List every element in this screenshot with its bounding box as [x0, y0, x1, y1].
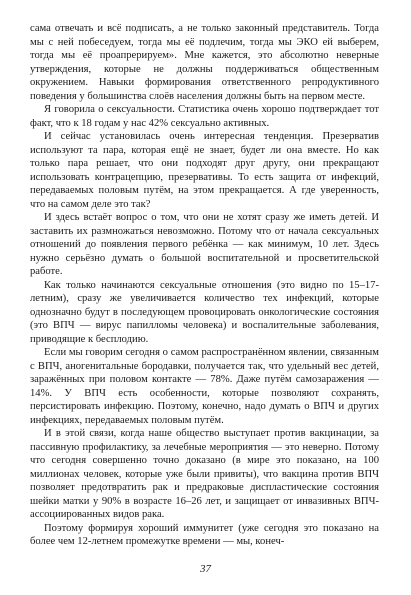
paragraph-vaccination: И в этой связи, когда наше общество выступает против вакцинации, за пассивную профилактику, за лечебные мероприятия — это неверно. Потому что сегодня совершенно точно доказано (в мире это показано, на 100 миллионах человек, которые уже были привиты), что вакцина против ВПЧ позволяет предотвратить рак и предраковые диспластические состояния шейки матки у 90% в возрасте 16–26 лет, и защищает от инвазивных ВПЧ-ассоциированных видов рака.: [30, 428, 379, 520]
paragraph-infections: Как только начинаются сексуальные отношения (это видно по 15–17-летним), сразу же увеличивается количество тех инфекций, которые однозначно будут в последующем провоцировать онкологические состояния (это ВПЧ — вирус папилломы человека) и воспалительные заболевания, приводящие к бесплодию.: [30, 279, 379, 345]
paragraph-trend: И сейчас установилась очень интересная тенденция. Презерватив используют та пара, которая ещё не знает, будет ли она вместе. Но как только пара решает, что они подходят друг другу, они прекращают использовать контрацепцию, презервативы. То есть защита от инфекций, передаваемых половым путём, на этом прекращается. А где уверенность, что на самом деле это так?: [30, 131, 379, 210]
page-number: 37: [200, 563, 211, 575]
paragraph-sexuality: Я говорила о сексуальности. Статистика очень хорошо подтверждает тот факт, что к 18 годам у нас 42% сексуально активных.: [30, 104, 379, 129]
body-text: [30, 22, 379, 549]
paragraph-continued: сама отвечать и всё подписать, а не только законный представитель. Тогда мы с ней побеседуем, тогда мы её подлечим, тогда мы ЭКО ей выберем, тогда мы её проапрерируем». Мне кажется, это абсолютно неверные утверждения, которые не должны поддерживаться общественным окружением. Навыки формирования ответственного репродуктивного поведения у большинства слоёв населения должны быть на первом месте.: [30, 23, 379, 102]
paragraph-children: И здесь встаёт вопрос о том, что они не хотят сразу же иметь детей. И заставить их размножаться невозможно. Потому что от начала сексуальных отношений до появления первого ребёнка — как минимум, 10 лет. Здесь нужно серьёзно думать о большой воспитательной и просветительской работе.: [30, 212, 379, 277]
paragraph-hpv: Если мы говорим сегодня о самом распространённом явлении, связанным с ВПЧ, аногенитальные бородавки, получается так, что удельный вес детей, заражённых при половом контакте — 78%. Даже путём самозаражения — 14%. У ВПЧ есть особенности, которые позволяют сохранять, персистировать инфекцию. Поэтому, конечно, надо думать о ВПЧ и других инфекциях, передаваемых половым путём.: [30, 347, 379, 426]
paragraph-immunity: Поэтому формируя хороший иммунитет (уже сегодня это показано на более чем 12-летнем промежутке времени — мы, конеч-: [30, 522, 379, 547]
